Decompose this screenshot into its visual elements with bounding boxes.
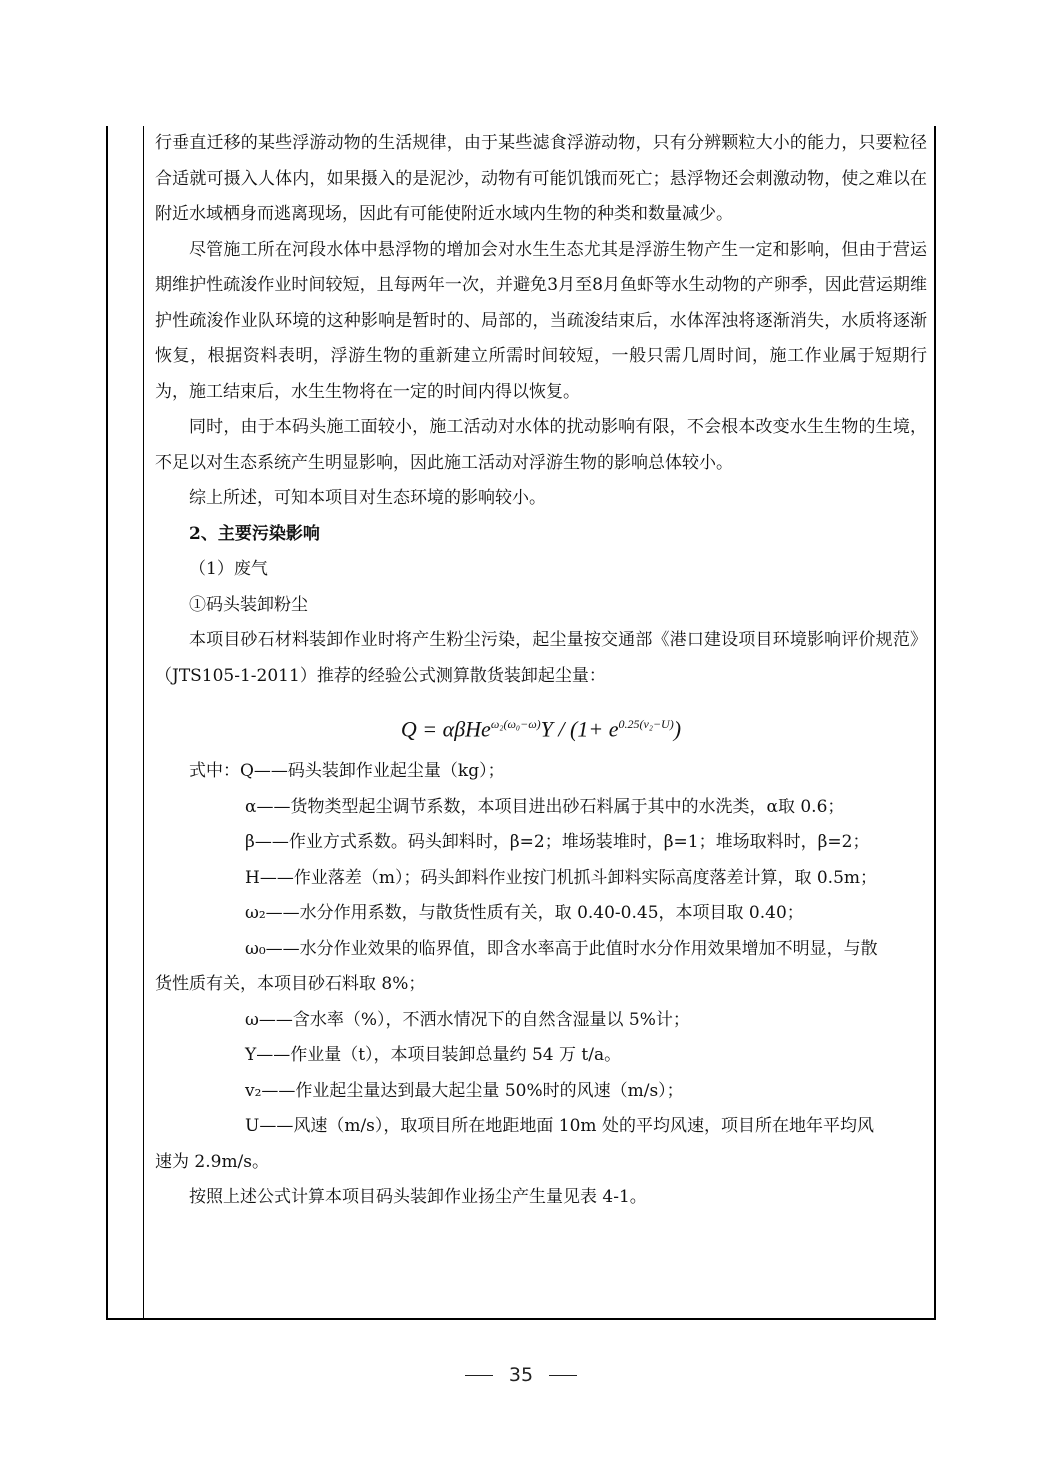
subsubsection-heading: ①码头装卸粉尘 [189, 594, 308, 615]
definition-w0-cont: 货性质有关，本项目砂石料取 8%； [155, 974, 426, 994]
definition-intro: 式中：Q——码头装卸作业起尘量（kg）； [189, 761, 505, 781]
formula-exponent-1: ω₂(ω₀−ω) [490, 717, 541, 731]
definition-u-cont: 速为 2.9m/s。 [155, 1151, 270, 1172]
paragraph: 尽管施工所在河段水体中悬浮物的增加会对水生生态尤其是浮游生物产生一定和影响，但由于营运期维护性疏浚作业时间较短，且每两年一次，并避免3月至8月鱼虾等水生动物的产卵季，因此营运期维护性疏浚作业队环境的这种影响是暂时的、局部的，当疏浚结束后，水体浑浊将逐渐消失，水质将逐渐恢复，根据资料表明，浮游生物的重新建立所需时间较短，一般只需几周时间，施工作业属于短期行为，施工结束后，水生生物将在一定的时间内得以恢复。 [155, 239, 927, 402]
paragraph: 本项目砂石材料装卸作业时将产生粉尘污染，起尘量按交通部《港口建设项目环境影响评价规范》（JTS105-1-2011）推荐的经验公式测算散货装卸起尘量： [155, 630, 927, 686]
dust-formula [155, 694, 927, 754]
document-body [155, 126, 927, 1216]
definition-v2: v₂——作业起尘量达到最大起尘量 50%时的风速（m/s）； [245, 1080, 684, 1101]
formula-mid: Y / (1+ e [540, 716, 619, 742]
page-number-text: 35 [508, 1364, 534, 1386]
paragraph: 行垂直迁移的某些浮游动物的生活规律，由于某些滤食浮游动物，只有分辨颗粒大小的能力，只要粒径合适就可摄入人体内，如果摄入的是泥沙，动物有可能饥饿而死亡；悬浮物还会刺激动物，使之难以在附近水域栖身而逃离现场，因此有可能使附近水域内生物的种类和数量减少。 [155, 133, 927, 224]
definition-w: ω——含水率（%），不洒水情况下的自然含湿量以 5%计； [245, 1009, 690, 1030]
subsection-heading: （1）废气 [189, 559, 268, 579]
formula-exponent-2: 0.25(v₂−U) [618, 717, 674, 731]
table-column-divider [143, 126, 144, 1319]
page-number [0, 1364, 1042, 1386]
formula-lhs: Q = αβHe [400, 716, 491, 742]
paragraph: 综上所述，可知本项目对生态环境的影响较小。 [189, 488, 546, 508]
page-dash-right [549, 1375, 577, 1376]
section-heading: 2、主要污染影响 [189, 523, 320, 544]
formula-rhs: ) [673, 716, 682, 742]
definition-alpha: α——货物类型起尘调节系数，本项目进出砂石料属于其中的水洗类，α取 0.6； [245, 796, 845, 817]
definition-u: U——风速（m/s），取项目所在地距地面 10m 处的平均风速，项目所在地年平均风 [245, 1116, 874, 1136]
definition-w2: ω₂——水分作用系数，与散货性质有关，取 0.40-0.45，本项目取 0.40； [245, 903, 804, 923]
paragraph: 同时，由于本码头施工面较小，施工活动对水体的扰动影响有限，不会根本改变水生生物的生境，不足以对生态系统产生明显影响，因此施工活动对浮游生物的影响总体较小。 [155, 417, 927, 473]
definition-w0: ω₀——水分作业效果的临界值，即含水率高于此值时水分作用效果增加不明显，与散 [245, 938, 878, 959]
page-dash-left [465, 1375, 493, 1376]
definition-beta: β——作业方式系数。码头卸料时，β=2；堆场装堆时，β=1；堆场取料时，β=2； [245, 832, 870, 852]
definition-y: Y——作业量（t），本项目装卸总量约 54 万 t/a。 [245, 1045, 622, 1065]
definition-h: H——作业落差（m）；码头卸料作业按门机抓斗卸料实际高度落差计算，取 0.5m； [245, 867, 878, 888]
closing-paragraph: 按照上述公式计算本项目码头装卸作业扬尘产生量见表 4-1。 [189, 1187, 647, 1207]
